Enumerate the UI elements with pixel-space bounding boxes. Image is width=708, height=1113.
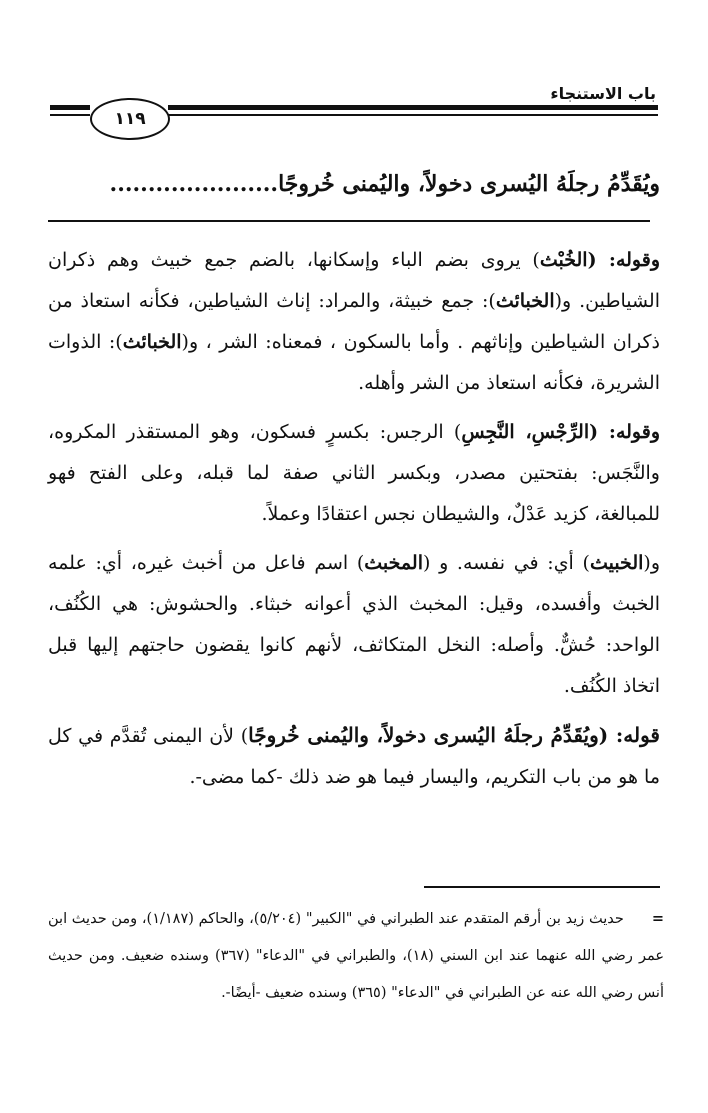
matn-line (48, 164, 660, 204)
commentary-body (48, 240, 660, 806)
term-yuqaddim: ويُقَدِّمُ رجلَهُ اليُسرى دخولاً، واليُمنى خُروجًا (248, 723, 599, 747)
term-khabaith: الخبائث (495, 290, 555, 312)
matn-divider (48, 220, 650, 222)
paragraph-khabith (48, 543, 660, 707)
footnote-divider (424, 886, 660, 888)
term-khabith: الخبيث (589, 552, 644, 574)
term-mukhbith: المخبث (364, 552, 423, 574)
page-number: ١١٩ (114, 109, 146, 129)
paragraph-lead: و( (643, 552, 660, 574)
paragraph-lead: وقوله: ( (589, 421, 660, 443)
header-rule-thin-right (168, 114, 658, 116)
header-rule-thin-left (50, 114, 90, 116)
header-rule-thick-right (168, 105, 658, 110)
footnote (48, 900, 664, 1012)
paragraph-lead: وقوله: ( (587, 249, 660, 271)
paragraph-text: ) يروى بضم الباء وإسكانها، بالضم جمع خبيث وهم ذكران الشياطين. و( (48, 249, 660, 312)
matn-text: ويُقَدِّمُ رجلَهُ اليُسرى دخولاً، واليُمنى خُروجًا (278, 171, 660, 197)
page-number-badge (90, 98, 170, 140)
paragraph-lead: قوله: ( (598, 723, 660, 747)
chapter-title: باب الاستنجاء (550, 84, 656, 103)
term-khabaith-2: الخبائث (122, 331, 182, 353)
header-rule-thick-left (50, 105, 90, 110)
paragraph-text: ) أي: في نفسه. و ( (422, 552, 590, 574)
paragraph-text: ) الرجس: بكسرٍ فسكون، وهو المستقذر المكروه، والنَّجَس: بفتحتين مصدر، وبكسر الثاني صفة لما قبله، وعلى الفتح فهو للمبالغة، كزيد عَدْلٌ، والشيطان نجس اعتقادًا وعملاً. (48, 421, 660, 525)
paragraph-khubth (48, 240, 660, 404)
paragraph-text: ) لأن اليمنى تُقدَّم في كل ما هو من باب التكريم، واليسار فيما هو ضد ذلك -كما مضى-. (48, 725, 660, 788)
paragraph-text: ): جمع خبيثة، والمراد: إناث الشياطين، فكأنه استعاذ من ذكران الشياطين وإناثهم . وأما بالسكون ، فمعناه: الشر ، و( (48, 290, 660, 353)
paragraph-text: ): الذوات الشريرة، فكأنه استعاذ من الشر وأهله. (48, 331, 660, 394)
paragraph-rijs (48, 412, 660, 535)
footnote-continuation-mark: = (651, 910, 664, 927)
term-khubth: الخُبْث (539, 249, 588, 271)
term-rijs-najis: الرِّجْسِ، النَّجِسِ (461, 421, 590, 443)
footnote-text: حديث زيد بن أرقم المتقدم عند الطبراني في "الكبير" (٥/٢٠٤)، والحاكم (١/١٨٧)، ومن حديث ابن عمر رضي الله عنهما عند ابن السني (١٨)، والطبراني في "الدعاء" (٣٦٧) وسنده ضعيف. ومن حديث أنس رضي الله عنه عن الطبراني في "الدعاء" (٣٦٥) وسنده ضعيف -أيضًا-. (48, 911, 664, 1001)
matn-dots: ...................... (109, 171, 279, 197)
paragraph-text: ) اسم فاعل من أخبث غيره، أي: علمه الخبث وأفسده، وقيل: المخبث الذي أعوانه خبثاء. والحشوش: هي الكُنُف، الواحد: حُشٌّ. وأصله: النخل المتكاثف، لأنهم كانوا يقضون حاجتهم إليها قبل اتخاذ الكُنُف. (48, 552, 660, 697)
paragraph-yuqaddim (48, 715, 660, 798)
